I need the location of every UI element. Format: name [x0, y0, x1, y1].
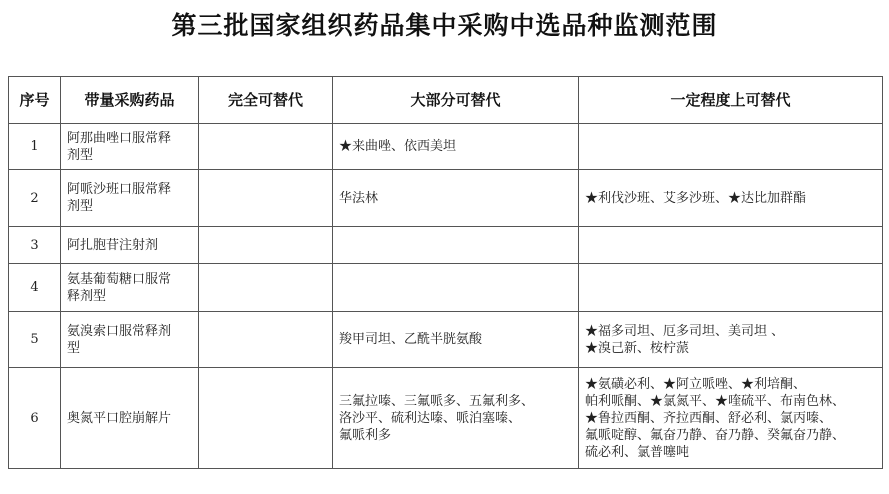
cell-seq: 6 [9, 368, 61, 469]
cell-partial-substitute-line: 帕利哌酮、★氯氮平、★喹硫平、布南色林、 [585, 393, 846, 409]
cell-partial-substitute [579, 227, 883, 264]
table-row [9, 312, 883, 368]
header-seq: 序号 [9, 77, 61, 124]
cell-drug-line: 阿那曲唑口服常释 [67, 130, 172, 146]
header-partial-substitute: 一定程度上可替代 [579, 77, 883, 124]
cell-full-substitute [199, 368, 333, 469]
cell-partial-substitute-line: ★溴己新、桉柠蒎 [585, 340, 690, 356]
cell-full-substitute [199, 227, 333, 264]
cell-drug-line: 剂型 [67, 147, 94, 163]
cell-mostly-substitute [333, 124, 579, 170]
cell-mostly-substitute [333, 227, 579, 264]
header-mostly-substitute: 大部分可替代 [333, 77, 579, 124]
cell-partial-substitute-line: ★氨磺必利、★阿立哌唑、★利培酮、 [585, 376, 807, 392]
cell-drug [61, 264, 199, 312]
cell-full-substitute [199, 170, 333, 227]
cell-drug-line: 剂型 [67, 199, 94, 214]
cell-partial-substitute [579, 312, 883, 368]
cell-seq: 3 [9, 227, 61, 264]
header-full-substitute: 完全可替代 [199, 77, 333, 124]
header-drug: 带量采购药品 [61, 77, 199, 124]
cell-drug [61, 368, 199, 469]
cell-drug [61, 124, 199, 170]
page-title: 第三批国家组织药品集中采购中选品种监测范围 [171, 11, 718, 40]
cell-drug [61, 227, 199, 264]
cell-partial-substitute-line: 氟哌啶醇、氟奋乃静、奋乃静、癸氟奋乃静、 [585, 427, 846, 443]
cell-drug-line: 氨溴索口服常释剂 [67, 323, 172, 339]
cell-seq: 4 [9, 264, 61, 312]
cell-drug-line: 奥氮平口腔崩解片 [67, 410, 172, 426]
cell-full-substitute [199, 264, 333, 312]
cell-partial-substitute [579, 170, 883, 227]
table-row [9, 124, 883, 170]
table-row [9, 170, 883, 227]
cell-drug-line: 氨基葡萄糖口服常 [67, 271, 172, 287]
cell-drug-line: 阿哌沙班口服常释 [67, 182, 172, 197]
cell-full-substitute [199, 312, 333, 368]
cell-partial-substitute-line: ★利伐沙班、艾多沙班、★达比加群酯 [585, 190, 807, 206]
table-row [9, 368, 883, 469]
cell-mostly-substitute [333, 170, 579, 227]
cell-mostly-substitute-line: 氟哌利多 [339, 427, 392, 443]
cell-partial-substitute-line: ★鲁拉西酮、齐拉西酮、舒必利、氯丙嗪、 [585, 410, 833, 426]
cell-seq: 5 [9, 312, 61, 368]
table-header-row [9, 77, 883, 124]
cell-mostly-substitute [333, 368, 579, 469]
cell-drug-line: 阿扎胞苷注射剂 [67, 237, 159, 253]
cell-mostly-substitute-line: ★来曲唑、依西美坦 [339, 139, 457, 154]
cell-drug-line: 型 [67, 340, 81, 356]
cell-full-substitute [199, 124, 333, 170]
cell-drug-line: 释剂型 [67, 288, 107, 304]
cell-mostly-substitute-line: 洛沙平、硫利达嗪、哌泊塞嗪、 [339, 410, 522, 426]
table-row [9, 227, 883, 264]
cell-drug [61, 170, 199, 227]
cell-mostly-substitute-line: 三氟拉嗪、三氟哌多、五氟利多、 [339, 393, 535, 409]
cell-mostly-substitute [333, 312, 579, 368]
cell-mostly-substitute [333, 264, 579, 312]
cell-seq: 1 [9, 124, 61, 170]
monitoring-scope-table [8, 76, 883, 469]
table-row [9, 264, 883, 312]
cell-mostly-substitute-line: 羧甲司坦、乙酰半胱氨酸 [339, 332, 483, 347]
cell-drug [61, 312, 199, 368]
cell-partial-substitute-line: ★福多司坦、厄多司坦、美司坦 、 [585, 323, 785, 339]
cell-mostly-substitute-line: 华法林 [339, 190, 379, 206]
cell-partial-substitute [579, 368, 883, 469]
cell-partial-substitute [579, 264, 883, 312]
cell-partial-substitute-line: 硫必利、氯普噻吨 [585, 444, 690, 460]
cell-partial-substitute [579, 124, 883, 170]
cell-seq: 2 [9, 170, 61, 227]
